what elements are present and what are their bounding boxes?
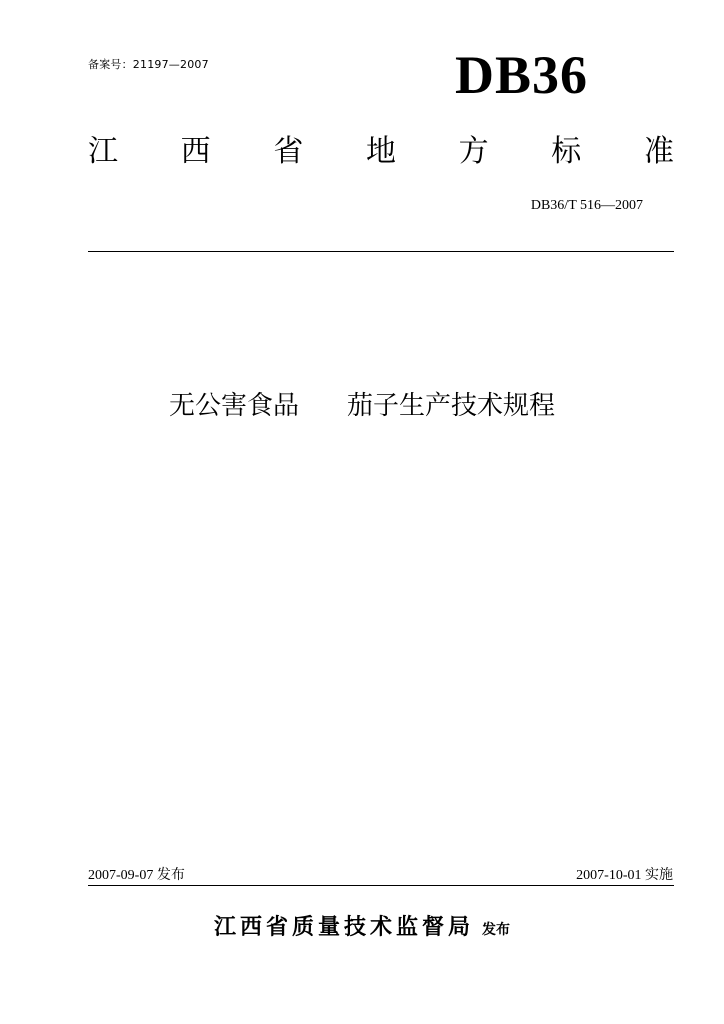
category-char: 西 — [180, 134, 211, 169]
publisher-line — [0, 910, 724, 941]
category-char: 江 — [88, 134, 118, 169]
publish-date: 2007-09-07 发布 — [88, 868, 185, 883]
title-part-2: 茄子生产技术规程 — [347, 391, 556, 421]
category-char: 准 — [643, 134, 674, 169]
category-char: 地 — [365, 134, 396, 169]
record-number: 备案号：21197—2007 — [88, 58, 209, 71]
implement-date: 2007-10-01 实施 — [576, 868, 673, 883]
category-char: 方 — [458, 134, 489, 169]
title-part-1: 无公害食品 — [168, 391, 299, 421]
document-title — [0, 388, 724, 424]
standard-category — [88, 132, 674, 172]
standard-number: DB36/T 516—2007 — [530, 198, 643, 213]
publisher-name: 江西省质量技术监督局 — [213, 914, 474, 940]
category-char: 省 — [273, 134, 304, 169]
standard-code: DB36 — [455, 45, 589, 105]
publisher-suffix: 发布 — [482, 922, 510, 938]
footer-divider — [88, 885, 674, 886]
category-char: 标 — [551, 134, 582, 169]
header-divider — [88, 251, 674, 252]
